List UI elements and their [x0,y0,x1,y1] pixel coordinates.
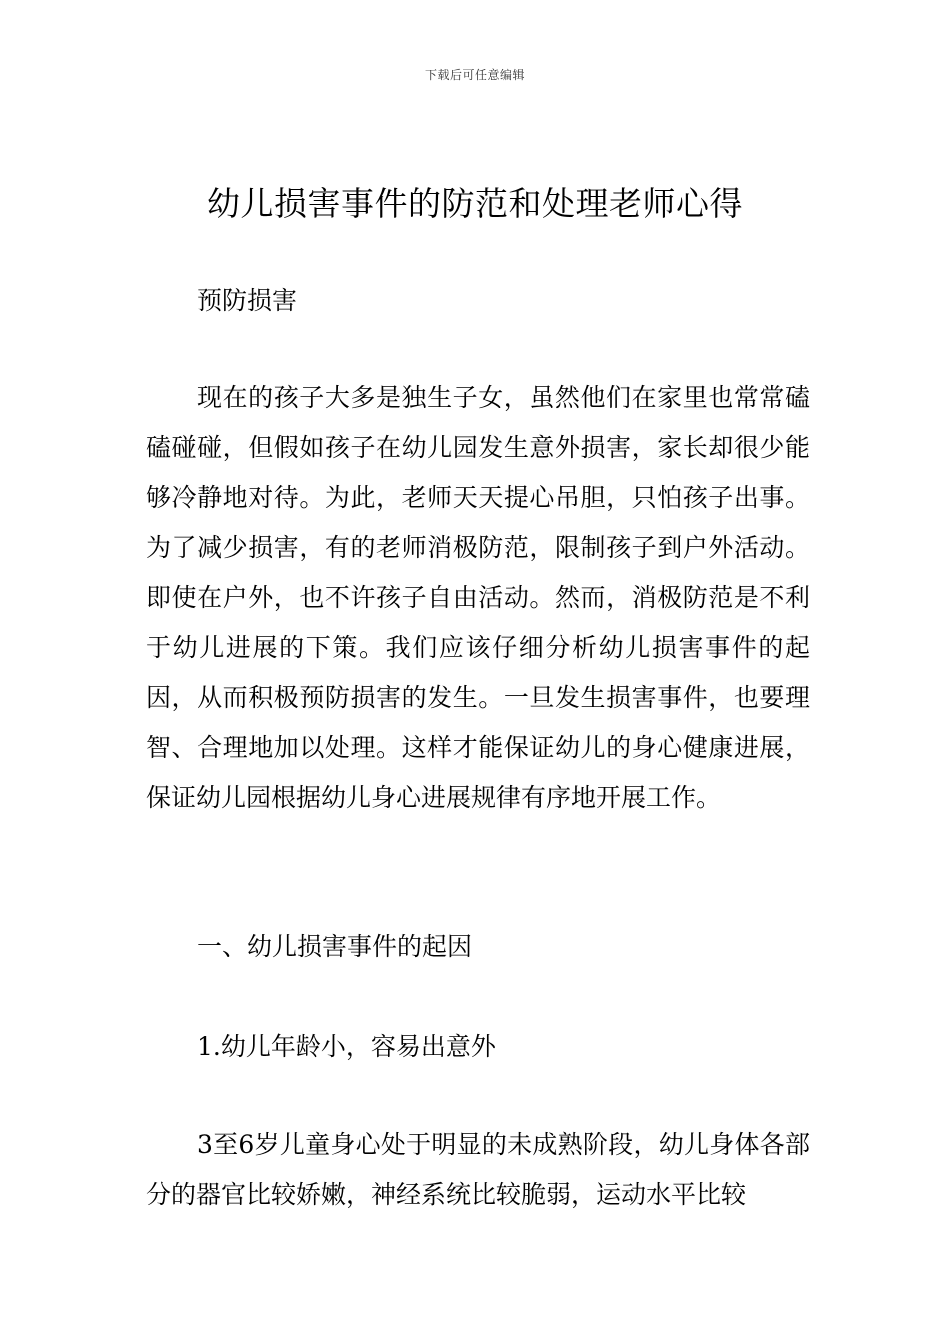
paragraph-causes: 3至6岁儿童身心处于明显的未成熟阶段，幼儿身体各部分的器官比较娇嫩，神经系统比较脆弱，运动水平比较 [146,1130,810,1209]
numbered-heading: 1.幼儿年龄小，容易出意外 [197,1032,496,1061]
paragraph-intro: 现在的孩子大多是独生子女，虽然他们在家里也常常磕磕碰碰，但假如孩子在幼儿园发生意外损害，家长却很少能够冷静地对待。为此，老师天天提心吊胆，只怕孩子出事。为了减少损害，有的老师消极防范，限制孩子到户外活动。即使在户外，也不许孩子自由活动。然而，消极防范是不利于幼儿进展的下策。我们应该仔细分析幼儿损害事件的起因，从而积极预防损害的发生。一旦发生损害事件，也要理智、合理地加以处理。这样才能保证幼儿的身心健康进展，保证幼儿园根据幼儿身心进展规律有序地开展工作。 [146,383,810,812]
subsection-heading: 一、幼儿损害事件的起因 [197,932,473,961]
header-note: 下载后可任意编辑 [424,68,525,82]
document-title: 幼儿损害事件的防范和处理老师心得 [207,184,743,223]
section-heading: 预防损害 [197,286,298,315]
